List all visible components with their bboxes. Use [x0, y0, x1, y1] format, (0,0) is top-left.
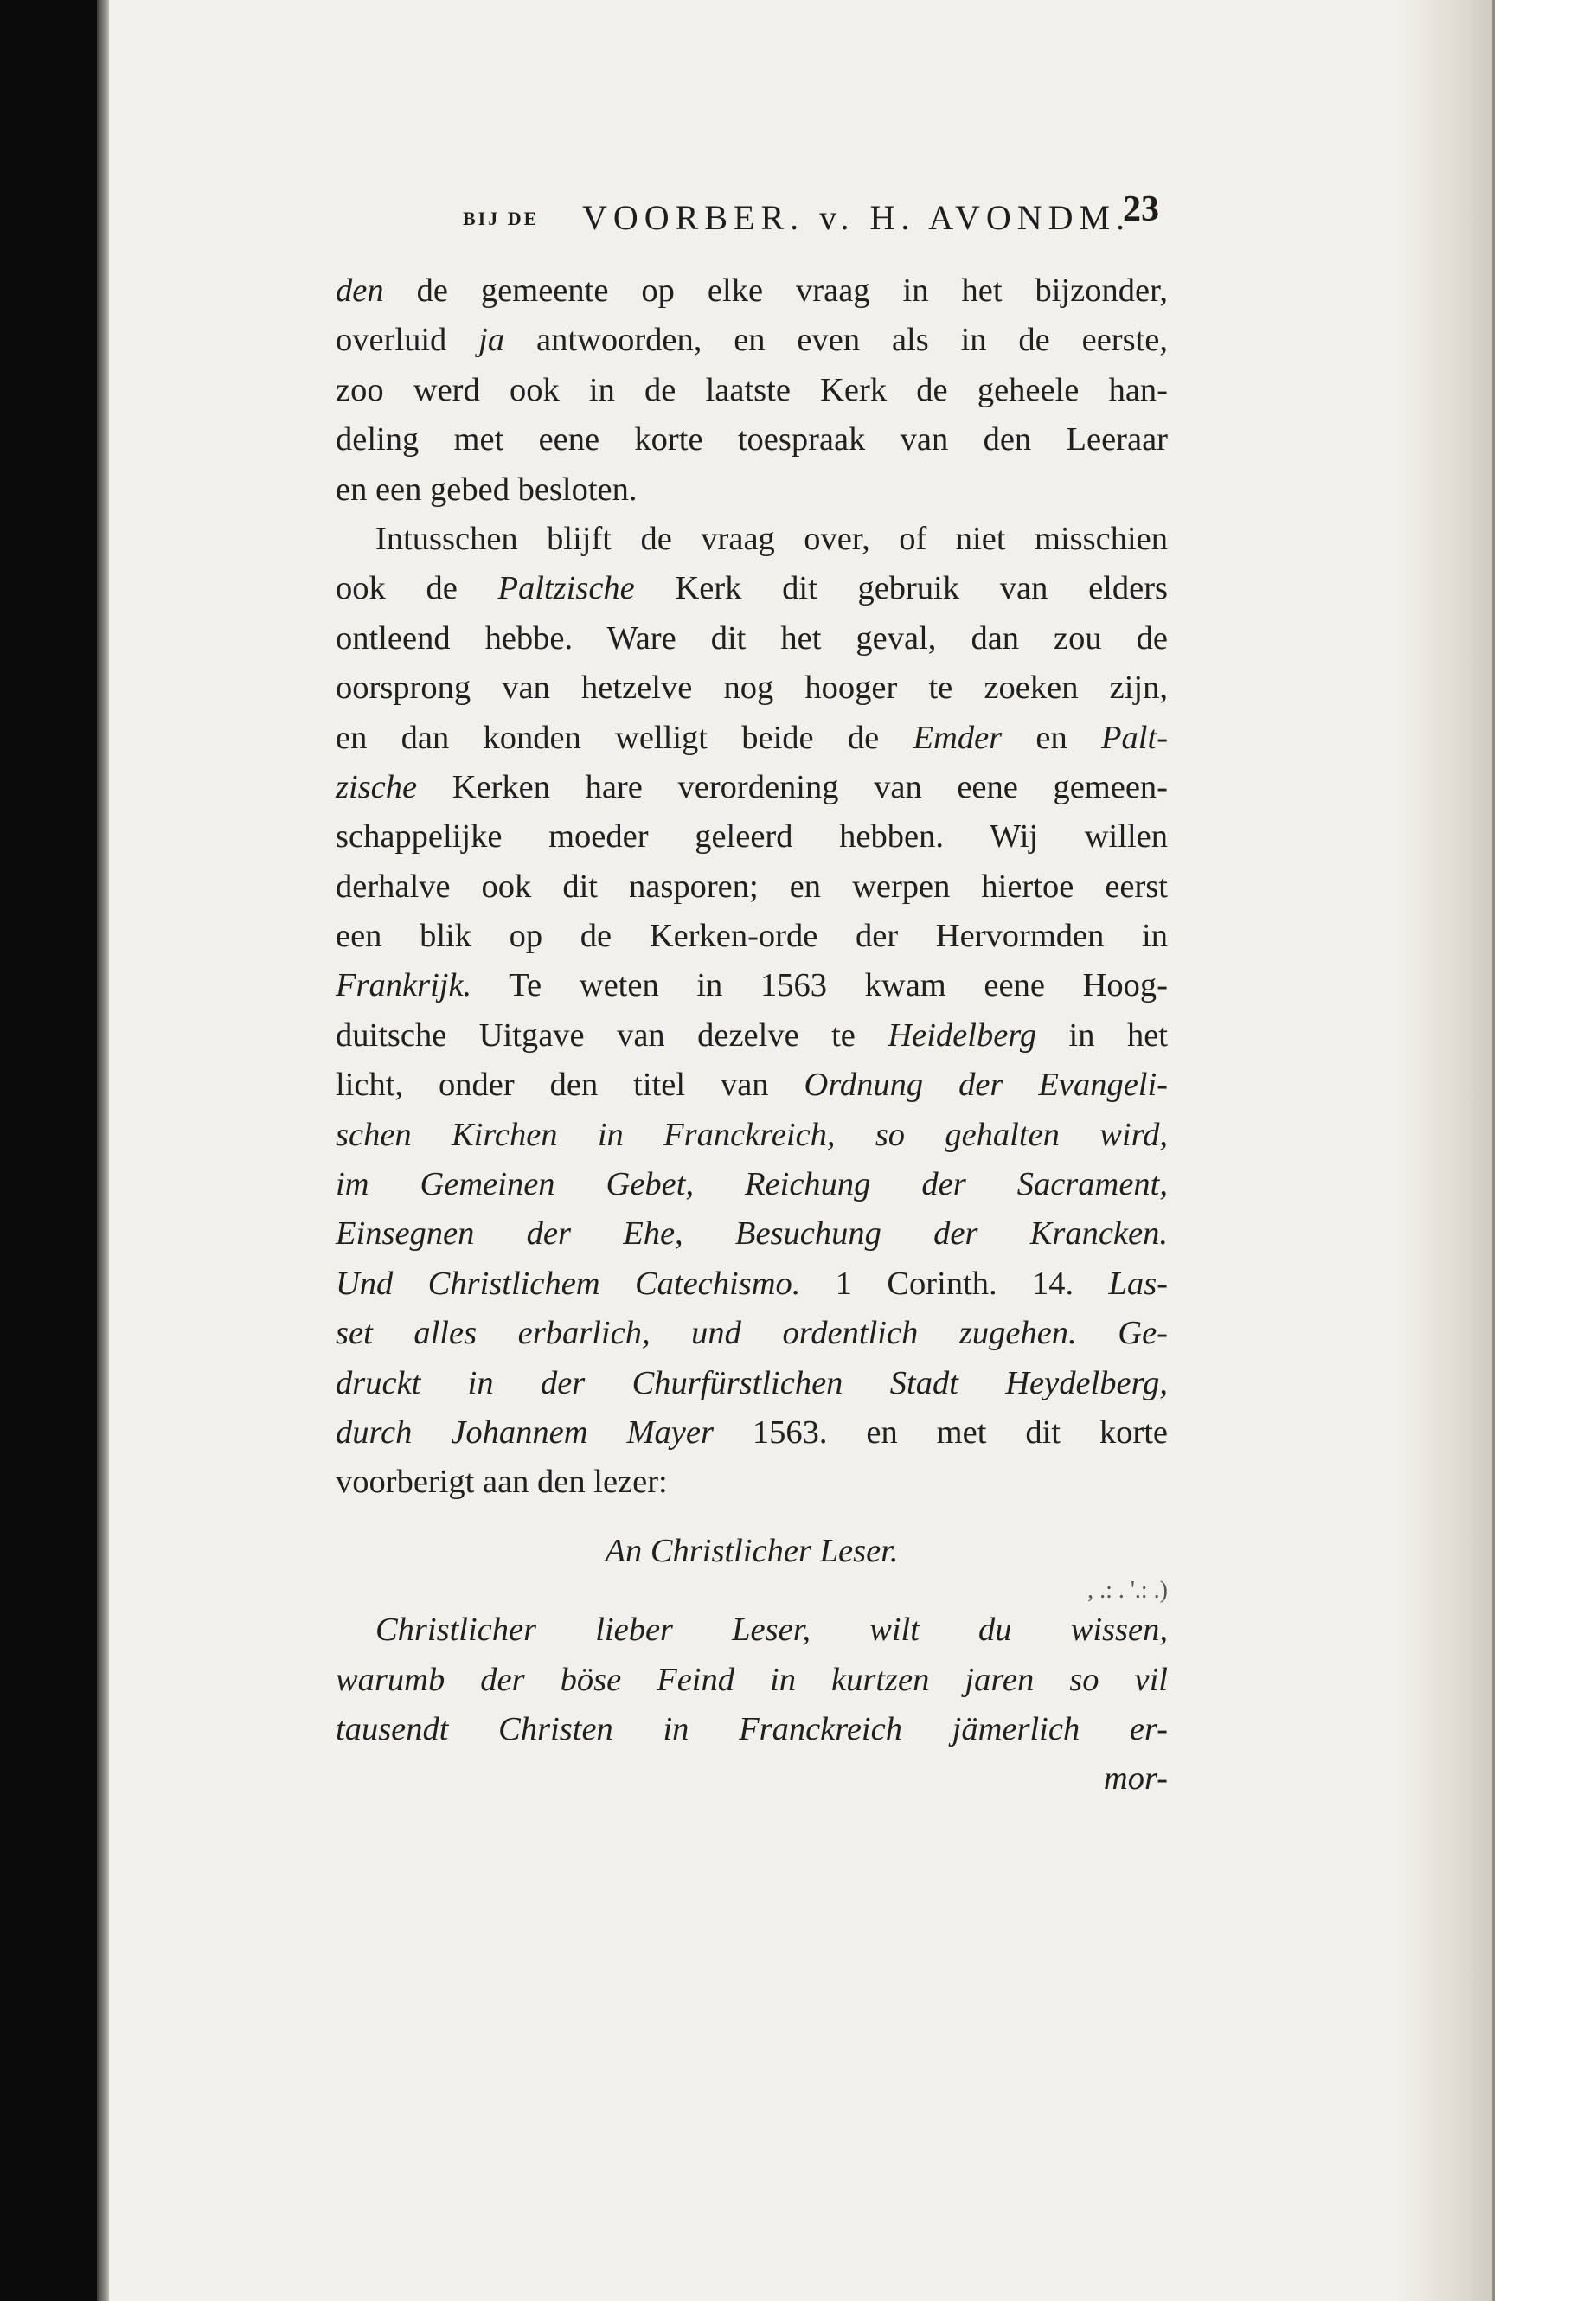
text-line: [336, 515, 1168, 564]
italic-text: Heidelberg: [888, 1016, 1037, 1054]
running-head: [463, 192, 1172, 244]
text-line: [336, 266, 1168, 316]
text-segment: Kerk dit gebruik van elders: [634, 570, 1168, 607]
text-segment: een blik op de Kerken-orde der Hervormden in: [336, 918, 1168, 955]
text-line: [336, 1160, 1168, 1209]
text-segment: en een gebed besloten.: [336, 471, 638, 508]
italic-text: druckt in der Churfürstlichen Stadt Heydelberg,: [336, 1364, 1168, 1401]
page-edge-shadow: [1401, 0, 1492, 2301]
paragraph-2: [336, 515, 1168, 1508]
text-line: [336, 614, 1168, 663]
text-line: [336, 1458, 1168, 1507]
paragraph-1: [336, 266, 1168, 515]
text-segment: 1 Corinth. 14.: [800, 1265, 1109, 1302]
text-segment: zoo werd ook in de laatste Kerk de geheele han-: [336, 371, 1168, 408]
text-line: [336, 465, 1168, 515]
text-line: [336, 1705, 1168, 1754]
italic-text: schen Kirchen in Franckreich, so gehalten wird,: [336, 1116, 1168, 1153]
text-line: [336, 1656, 1168, 1705]
italic-text: zische: [336, 768, 418, 805]
italic-text: set alles erbarlich, und ordentlich zugehen. Ge-: [336, 1315, 1168, 1352]
running-head-prefix: BIJ DE: [463, 208, 540, 229]
catchword: mor-: [1103, 1760, 1168, 1798]
text-segment: deling met eene korte toespraak van den Leeraar: [336, 421, 1168, 458]
text-segment: Te weten in 1563 kwam eene Hoog-: [471, 967, 1168, 1004]
paragraph-3: [336, 1606, 1168, 1754]
text-segment: ontleend hebbe. Ware dit het geval, dan zou de: [336, 619, 1168, 657]
text-line: [336, 1111, 1168, 1160]
text-segment: en: [1002, 719, 1102, 756]
text-segment: oorsprong van hetzelve nog hooger te zoeken zijn,: [336, 670, 1168, 707]
italic-text: Ordnung der Evangeli-: [804, 1067, 1168, 1104]
text-line: [336, 564, 1168, 613]
page-edge-line: [1492, 0, 1495, 2301]
text-line: [336, 1408, 1168, 1458]
text-line: [336, 1359, 1168, 1408]
italic-text: Frankrijk.: [336, 967, 472, 1004]
italic-text: im Gemeinen Gebet, Reichung der Sacrament,: [336, 1166, 1168, 1203]
text-segment: antwoorden, en even als in de eerste,: [504, 322, 1168, 359]
text-line: [336, 812, 1168, 862]
italic-text: Einsegnen der Ehe, Besuchung der Krancken.: [336, 1215, 1168, 1253]
text-segment: licht, onder den titel van: [336, 1067, 804, 1104]
text-segment: duitsche Uitgave van dezelve te: [336, 1016, 888, 1054]
text-segment: de gemeente op elke vraag in het bijzonder,: [383, 272, 1168, 309]
text-line: [336, 1061, 1168, 1110]
italic-text: Las-: [1108, 1265, 1168, 1302]
text-line: [336, 316, 1168, 365]
text-line: [336, 1209, 1168, 1259]
text-line: [336, 763, 1168, 812]
italic-text: durch Johannem Mayer: [336, 1413, 714, 1451]
italic-text: Und Christlichem Catechismo.: [336, 1265, 801, 1302]
text-line: [336, 1606, 1168, 1655]
text-segment: schappelijke moeder geleerd hebben. Wij willen: [336, 818, 1168, 856]
text-segment: 1563. en met dit korte: [713, 1413, 1168, 1451]
page-body: [336, 266, 1168, 1804]
page-gutter-shadow: [97, 0, 109, 2301]
text-line: [336, 912, 1168, 961]
text-line: [336, 961, 1168, 1010]
text-segment: voorberigt aan den lezer:: [336, 1464, 668, 1501]
text-line: [336, 1309, 1168, 1358]
italic-text: ja: [478, 322, 505, 359]
italic-text: Palt-: [1101, 719, 1169, 756]
italic-text: warumb der böse Feind in kurtzen jaren so vil: [336, 1661, 1168, 1698]
text-line: [336, 366, 1168, 415]
scan-border-left: [0, 0, 97, 2301]
text-segment: Intusschen blijft de vraag over, of niet misschien: [375, 520, 1168, 557]
text-line: [336, 714, 1168, 763]
text-segment: in het: [1036, 1016, 1168, 1054]
text-line: [336, 1259, 1168, 1309]
text-line: [336, 862, 1168, 912]
text-segment: overluid: [336, 322, 479, 359]
text-segment: Kerken hare verordening van eene gemeen-: [417, 768, 1168, 805]
running-head-title: VOORBER. v. H. AVONDM.: [582, 198, 1131, 237]
spacer: [336, 1508, 1168, 1527]
scan-border-right: [1492, 0, 1596, 2301]
stray-marks: , .: . '.: .): [1087, 1577, 1168, 1605]
text-segment: ook de: [336, 570, 498, 607]
text-segment: derhalve ook dit nasporen; en werpen hiertoe eerst: [336, 868, 1168, 905]
italic-text: tausendt Christen in Franckreich jämerlich er-: [336, 1710, 1168, 1747]
italic-text: Emder: [913, 719, 1003, 756]
italic-text: Paltzische: [497, 570, 635, 607]
text-line: [336, 415, 1168, 465]
text-line: [336, 1011, 1168, 1061]
letter-heading: An Christlicher Leser.: [605, 1532, 899, 1569]
text-segment: en dan konden welligt beide de: [336, 719, 913, 756]
page-number: 23: [1123, 189, 1159, 229]
italic-text: Christlicher lieber Leser, wilt du wissen,: [375, 1612, 1168, 1649]
italic-text: den: [336, 272, 384, 309]
text-line: [336, 663, 1168, 713]
